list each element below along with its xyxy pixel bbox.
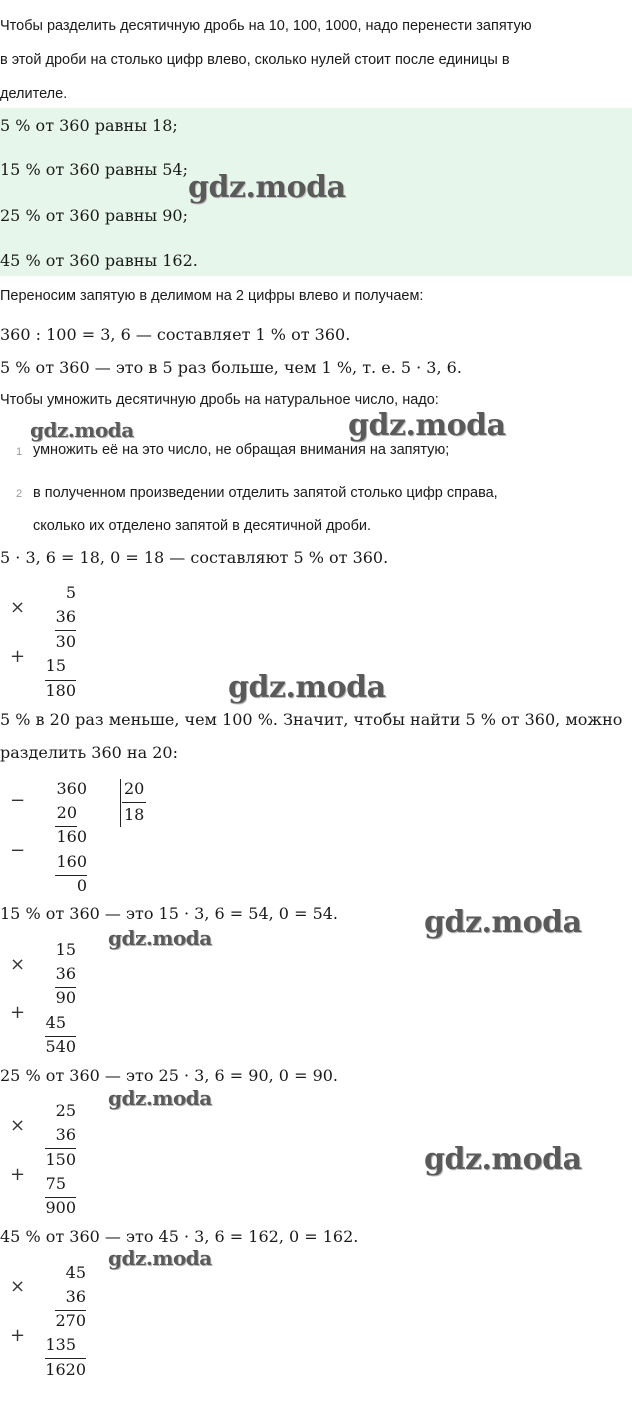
mult-partial-1: 270 xyxy=(55,1311,86,1330)
rule-title: Чтобы умножить десятичную дробь на натуральное число, надо: xyxy=(0,392,439,408)
mult-partial-2: 135 xyxy=(45,1335,76,1354)
intro-line-1: Чтобы разделить десятичную дробь на 10, 100, 1000, надо перенести запятую xyxy=(0,18,532,34)
alt-line-2: разделить 360 на 20: xyxy=(0,743,178,762)
watermark: gdz.moda xyxy=(188,170,346,205)
watermark: gdz.moda xyxy=(348,408,506,443)
step1-compare: 5 % от 360 — это в 5 раз больше, чем 1 %, т. е. 5 · 3, 6. xyxy=(0,358,462,377)
mult-partial-1: 90 xyxy=(55,988,76,1007)
result-1: 5 % от 360 равны 18; xyxy=(0,116,178,135)
rule-marker-2: 2 xyxy=(16,488,23,500)
rule-item-2: в полученном произведении отделить запятой столько цифр справа, xyxy=(33,485,498,501)
plus-sign: + xyxy=(10,1164,26,1185)
mult-operand-1: 15 xyxy=(55,940,76,959)
alt-line-1: 5 % в 20 раз меньше, чем 100 %. Значит, чтобы найти 5 % от 360, можно xyxy=(0,710,623,729)
watermark: gdz.moda xyxy=(228,670,386,705)
times-sign: × xyxy=(10,1276,26,1297)
watermark: gdz.moda xyxy=(424,1142,582,1177)
calc15-text: 15 % от 360 — это 15 · 3, 6 = 54, 0 = 54. xyxy=(0,904,339,923)
result-3: 25 % от 360 равны 90; xyxy=(0,206,188,225)
mult-operand-2: 36 xyxy=(55,964,76,983)
mult-partial-2: 75 xyxy=(45,1174,66,1193)
mult-partial-1: 30 xyxy=(55,632,76,651)
watermark: gdz.moda xyxy=(108,926,212,950)
watermark: gdz.moda xyxy=(424,905,582,940)
times-sign: × xyxy=(10,1115,26,1136)
result-4: 45 % от 360 равны 162. xyxy=(0,251,198,270)
intro-line-2: в этой дроби на столько цифр влево, сколько нулей стоит после единицы в xyxy=(0,52,510,68)
watermark: gdz.moda xyxy=(108,1086,212,1110)
subtrahend-2: 160 xyxy=(56,852,87,871)
times-sign: × xyxy=(10,954,26,975)
mult-partial-1: 150 xyxy=(45,1150,76,1169)
divisor-line xyxy=(122,802,146,803)
watermark: gdz.moda xyxy=(30,418,134,442)
mult-result: 540 xyxy=(45,1037,76,1056)
mult-result: 180 xyxy=(45,681,76,700)
minus-sign: − xyxy=(10,790,26,811)
remainder-1: 160 xyxy=(56,827,87,846)
result-2: 15 % от 360 равны 54; xyxy=(0,160,188,179)
remainder-2: 0 xyxy=(76,876,87,895)
step1-calc: 360 : 100 = 3, 6 — составляет 1 % от 360. xyxy=(0,325,351,344)
mult-operand-2: 36 xyxy=(55,607,76,626)
dividend: 360 xyxy=(56,779,87,798)
plus-sign: + xyxy=(10,646,26,667)
calc5-text: 5 · 3, 6 = 18, 0 = 18 — составляют 5 % от 360. xyxy=(0,548,389,567)
mult-operand-2: 36 xyxy=(65,1287,86,1306)
rule-item-2-cont: сколько их отделено запятой в десятичной дроби. xyxy=(33,518,372,534)
plus-sign: + xyxy=(10,1325,26,1346)
times-sign: × xyxy=(10,597,26,618)
watermark: gdz.moda xyxy=(108,1246,212,1270)
mult-result: 1620 xyxy=(45,1360,86,1379)
mult-operand-1: 45 xyxy=(65,1263,86,1282)
divisor: 20 xyxy=(124,779,145,798)
mult-operand-2: 36 xyxy=(55,1125,76,1144)
step1-text: Переносим запятую в делимом на 2 цифры влево и получаем: xyxy=(0,288,424,304)
mult-partial-2: 15 xyxy=(45,656,66,675)
intro-line-3: делителе. xyxy=(0,86,68,102)
mult-result: 900 xyxy=(45,1198,76,1217)
calc45-text: 45 % от 360 — это 45 · 3, 6 = 162, 0 = 162. xyxy=(0,1227,359,1246)
calc25-text: 25 % от 360 — это 25 · 3, 6 = 90, 0 = 90. xyxy=(0,1066,339,1085)
minus-sign: − xyxy=(10,840,26,861)
plus-sign: + xyxy=(10,1002,26,1023)
rule-item-1: умножить её на это число, не обращая внимания на запятую; xyxy=(33,442,450,458)
subtrahend-1: 20 xyxy=(56,803,77,822)
mult-operand-1: 5 xyxy=(65,583,76,602)
quotient: 18 xyxy=(124,805,145,824)
mult-partial-2: 45 xyxy=(45,1013,66,1032)
mult-operand-1: 25 xyxy=(55,1101,76,1120)
rule-marker-1: 1 xyxy=(16,446,23,458)
